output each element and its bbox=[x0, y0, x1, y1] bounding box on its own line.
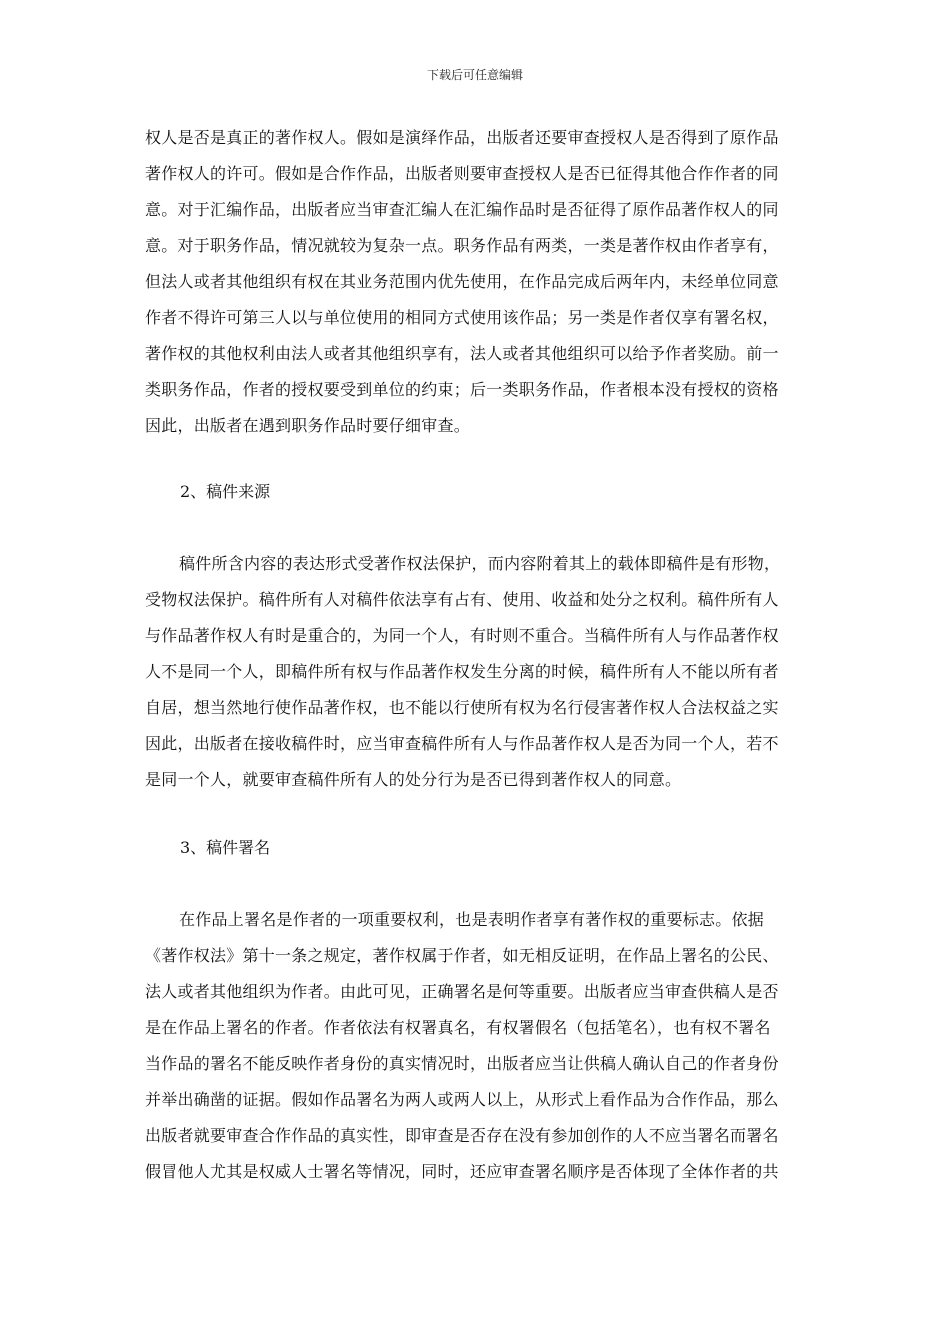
section-heading-signature: 3、稿件署名 bbox=[180, 838, 271, 857]
text-line: 假冒他人尤其是权威人士署名等情况，同时，还应审查署名顺序是否体现了全体作者的共 bbox=[145, 1162, 779, 1181]
text-line: 出版者就要审查合作作品的真实性，即审查是否存在没有参加创作的人不应当署名而署名 bbox=[145, 1126, 779, 1145]
text-line: 意。对于汇编作品，出版者应当审查汇编人在汇编作品时是否征得了原作品著作权人的同 bbox=[145, 200, 779, 219]
section-heading-source: 2、稿件来源 bbox=[180, 482, 271, 501]
text-line: 法人或者其他组织为作者。由此可见，正确署名是何等重要。出版者应当审查供稿人是否 bbox=[145, 982, 779, 1001]
text-line: 但法人或者其他组织有权在其业务范围内优先使用，在作品完成后两年内，未经单位同意 bbox=[145, 272, 779, 291]
text-line: 著作权的其他权利由法人或者其他组织享有，法人或者其他组织可以给予作者奖励。前一 bbox=[145, 344, 779, 363]
text-line: 权人是否是真正的著作权人。假如是演绎作品，出版者还要审查授权人是否得到了原作品 bbox=[145, 128, 779, 147]
text-line: 意。对于职务作品，情况就较为复杂一点。职务作品有两类，一类是著作权由作者享有， bbox=[145, 236, 779, 255]
text-line: 并举出确凿的证据。假如作品署名为两人或两人以上，从形式上看作品为合作作品，那么 bbox=[145, 1090, 779, 1109]
text-line: 在作品上署名是作者的一项重要权利，也是表明作者享有著作权的重要标志。依据 bbox=[179, 910, 765, 929]
text-line: 受物权法保护。稿件所有人对稿件依法享有占有、使用、收益和处分之权利。稿件所有人 bbox=[145, 590, 779, 609]
text-line: 与作品著作权人有时是重合的，为同一个人，有时则不重合。当稿件所有人与作品著作权 bbox=[145, 626, 779, 645]
text-line: 《著作权法》第十一条之规定，著作权属于作者，如无相反证明，在作品上署名的公民、 bbox=[145, 946, 779, 965]
text-line: 是在作品上署名的作者。作者依法有权署真名，有权署假名（包括笔名），也有权不署名 bbox=[145, 1018, 771, 1037]
text-line: 因此，出版者在遇到职务作品时要仔细审查。 bbox=[145, 416, 471, 435]
text-line: 因此，出版者在接收稿件时，应当审查稿件所有人与作品著作权人是否为同一个人，若不 bbox=[145, 734, 779, 753]
text-line: 著作权人的许可。假如是合作作品，出版者则要审查授权人是否已征得其他合作作者的同 bbox=[145, 164, 779, 183]
text-line: 是同一个人，就要审查稿件所有人的处分行为是否已得到著作权人的同意。 bbox=[145, 770, 682, 789]
text-line: 类职务作品，作者的授权要受到单位的约束；后一类职务作品，作者根本没有授权的资格 bbox=[145, 380, 779, 399]
page-header: 下载后可任意编辑 bbox=[426, 68, 523, 82]
text-line: 人不是同一个人，即稿件所有权与作品著作权发生分离的时候，稿件所有人不能以所有者 bbox=[145, 662, 779, 681]
text-line: 自居，想当然地行使作品著作权，也不能以行使所有权为名行侵害著作权人合法权益之实 bbox=[145, 698, 779, 717]
text-line: 当作品的署名不能反映作者身份的真实情况时，出版者应当让供稿人确认自己的作者身份 bbox=[145, 1054, 779, 1073]
text-line: 稿件所含内容的表达形式受著作权法保护，而内容附着其上的载体即稿件是有形物， bbox=[179, 554, 781, 573]
text-line: 作者不得许可第三人以与单位使用的相同方式使用该作品；另一类是作者仅享有署名权， bbox=[145, 308, 779, 327]
